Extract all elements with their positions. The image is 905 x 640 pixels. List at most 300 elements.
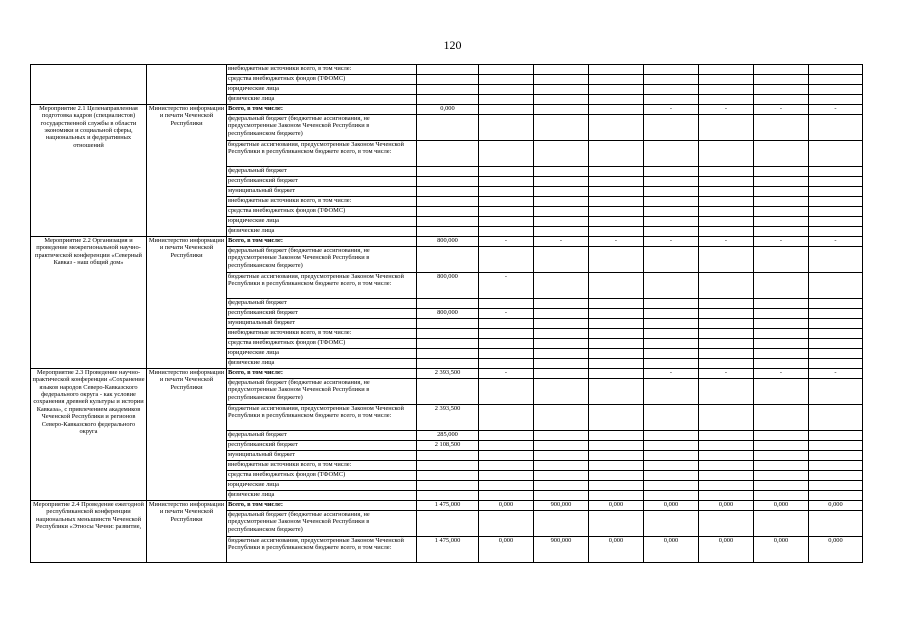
amount-cell	[589, 329, 644, 339]
amount-cell	[644, 319, 699, 329]
amount-cell	[699, 339, 754, 349]
amount-cell	[417, 75, 479, 85]
funding-source-cell: внебюджетные источники всего, в том числе:	[227, 65, 417, 75]
amount-cell	[417, 115, 479, 141]
amount-cell	[534, 177, 589, 187]
amount-cell	[699, 207, 754, 217]
amount-cell	[644, 247, 699, 273]
amount-cell	[809, 379, 863, 405]
funding-source-cell: Всего, в том числе:	[227, 501, 417, 511]
amount-cell	[479, 167, 534, 177]
amount-cell	[754, 115, 809, 141]
amount-cell	[754, 451, 809, 461]
amount-cell	[809, 167, 863, 177]
amount-cell	[754, 471, 809, 481]
amount-cell	[479, 451, 534, 461]
amount-cell	[589, 177, 644, 187]
amount-cell	[699, 187, 754, 197]
amount-cell: -	[644, 237, 699, 247]
amount-cell	[534, 369, 589, 379]
amount-cell	[754, 65, 809, 75]
funding-source-cell: бюджетные ассигнования, предусмотренные Законом Чеченской Республики в республиканском бюджете всего, в том числе:	[227, 405, 417, 431]
amount-cell	[699, 359, 754, 369]
table-row	[31, 65, 863, 75]
amount-cell	[644, 309, 699, 319]
funding-source-cell: бюджетные ассигнования, предусмотренные Законом Чеченской Республики в республиканском бюджете всего, в том числе:	[227, 537, 417, 563]
executor-cell: Министерство информации и печати Чеченской Республики	[147, 501, 227, 563]
amount-cell	[589, 405, 644, 431]
amount-cell	[754, 329, 809, 339]
amount-cell	[534, 65, 589, 75]
amount-cell	[589, 299, 644, 309]
amount-cell: -	[754, 237, 809, 247]
executor-cell: Министерство информации и печати Чеченской Республики	[147, 237, 227, 369]
funding-source-cell: федеральный бюджет (бюджетные ассигнования, не предусмотренные Законом Чеченской Республики в республиканском бюджете)	[227, 511, 417, 537]
amount-cell	[809, 451, 863, 461]
funding-source-cell: республиканский бюджет	[227, 309, 417, 319]
amount-cell	[644, 299, 699, 309]
amount-cell	[479, 187, 534, 197]
funding-source-cell: муниципальный бюджет	[227, 319, 417, 329]
amount-cell	[809, 197, 863, 207]
amount-cell	[644, 115, 699, 141]
amount-cell	[417, 247, 479, 273]
amount-cell	[589, 65, 644, 75]
amount-cell: -	[479, 237, 534, 247]
executor-cell: Министерство информации и печати Чеченской Республики	[147, 105, 227, 237]
amount-cell	[754, 461, 809, 471]
amount-cell	[589, 217, 644, 227]
amount-cell	[754, 339, 809, 349]
amount-cell	[644, 75, 699, 85]
amount-cell	[754, 379, 809, 405]
amount-cell	[589, 481, 644, 491]
amount-cell	[699, 115, 754, 141]
table-row	[31, 105, 863, 115]
amount-cell	[479, 217, 534, 227]
amount-cell: 0,000	[699, 537, 754, 563]
funding-source-cell: республиканский бюджет	[227, 177, 417, 187]
amount-cell	[809, 95, 863, 105]
amount-cell: 0,000	[754, 537, 809, 563]
amount-cell	[809, 431, 863, 441]
amount-cell: 900,000	[534, 501, 589, 511]
amount-cell	[589, 273, 644, 299]
amount-cell	[534, 491, 589, 501]
amount-cell	[699, 309, 754, 319]
amount-cell	[589, 461, 644, 471]
funding-source-cell: федеральный бюджет	[227, 167, 417, 177]
amount-cell	[534, 141, 589, 167]
amount-cell	[479, 177, 534, 187]
amount-cell	[754, 85, 809, 95]
amount-cell	[479, 75, 534, 85]
event-name-cell: Мероприятие 2.2 Организация и проведение межрегиональной научно-практической конференции «Северный Кавказ - наш общий дом»	[31, 237, 147, 369]
amount-cell	[417, 187, 479, 197]
amount-cell	[809, 187, 863, 197]
amount-cell	[479, 349, 534, 359]
amount-cell	[644, 141, 699, 167]
amount-cell: 285,000	[417, 431, 479, 441]
amount-cell	[534, 187, 589, 197]
amount-cell	[699, 299, 754, 309]
amount-cell	[699, 197, 754, 207]
funding-source-cell: юридические лица	[227, 349, 417, 359]
amount-cell	[644, 461, 699, 471]
amount-cell	[809, 339, 863, 349]
amount-cell	[809, 441, 863, 451]
amount-cell	[754, 481, 809, 491]
funding-source-cell: средства внебюджетных фондов (ТФОМС)	[227, 75, 417, 85]
amount-cell	[754, 177, 809, 187]
funding-source-cell: физические лица	[227, 491, 417, 501]
amount-cell	[534, 441, 589, 451]
amount-cell: -	[699, 105, 754, 115]
amount-cell: 800,000	[417, 309, 479, 319]
amount-cell	[534, 167, 589, 177]
event-name-cell	[31, 65, 147, 105]
amount-cell	[809, 141, 863, 167]
amount-cell: 800,000	[417, 273, 479, 299]
funding-source-cell: бюджетные ассигнования, предусмотренные Законом Чеченской Республики в республиканском бюджете всего, в том числе:	[227, 141, 417, 167]
amount-cell	[589, 75, 644, 85]
amount-cell: -	[534, 237, 589, 247]
amount-cell	[699, 441, 754, 451]
amount-cell	[644, 85, 699, 95]
amount-cell	[809, 461, 863, 471]
funding-source-cell: физические лица	[227, 227, 417, 237]
amount-cell	[809, 247, 863, 273]
amount-cell	[589, 379, 644, 405]
amount-cell	[809, 359, 863, 369]
table-row	[31, 237, 863, 247]
amount-cell	[644, 207, 699, 217]
amount-cell	[534, 217, 589, 227]
amount-cell	[589, 491, 644, 501]
amount-cell	[699, 167, 754, 177]
event-name-cell: Мероприятие 2.1 Целенаправленная подготовка кадров (специалистов) государственной службы в области экономики и социальной сферы, национальных и федеративных отношений	[31, 105, 147, 237]
funding-source-cell: федеральный бюджет (бюджетные ассигнования, не предусмотренные Законом Чеченской Республики в республиканском бюджете)	[227, 379, 417, 405]
amount-cell	[417, 461, 479, 471]
amount-cell	[417, 299, 479, 309]
amount-cell	[644, 197, 699, 207]
funding-source-cell: федеральный бюджет (бюджетные ассигнования, не предусмотренные Законом Чеченской Республики в республиканском бюджете)	[227, 247, 417, 273]
funding-source-cell: юридические лица	[227, 481, 417, 491]
amount-cell	[699, 511, 754, 537]
amount-cell	[589, 441, 644, 451]
amount-cell	[589, 167, 644, 177]
amount-cell	[417, 491, 479, 501]
amount-cell	[589, 431, 644, 441]
amount-cell	[589, 319, 644, 329]
amount-cell	[809, 349, 863, 359]
amount-cell	[479, 227, 534, 237]
amount-cell	[754, 441, 809, 451]
amount-cell	[809, 511, 863, 537]
amount-cell	[699, 75, 754, 85]
amount-cell	[809, 309, 863, 319]
amount-cell: -	[479, 273, 534, 299]
amount-cell	[479, 511, 534, 537]
amount-cell	[699, 481, 754, 491]
amount-cell: -	[754, 105, 809, 115]
amount-cell: -	[754, 369, 809, 379]
amount-cell	[699, 491, 754, 501]
amount-cell	[417, 471, 479, 481]
amount-cell	[809, 329, 863, 339]
amount-cell	[644, 273, 699, 299]
funding-source-cell: муниципальный бюджет	[227, 451, 417, 461]
amount-cell	[589, 187, 644, 197]
amount-cell	[534, 299, 589, 309]
amount-cell	[479, 461, 534, 471]
amount-cell	[417, 329, 479, 339]
amount-cell	[479, 247, 534, 273]
amount-cell	[479, 491, 534, 501]
amount-cell: -	[809, 105, 863, 115]
amount-cell	[589, 227, 644, 237]
amount-cell	[699, 319, 754, 329]
amount-cell	[809, 85, 863, 95]
amount-cell: -	[699, 369, 754, 379]
amount-cell	[699, 85, 754, 95]
amount-cell	[417, 339, 479, 349]
amount-cell	[754, 299, 809, 309]
amount-cell: 0,000	[644, 501, 699, 511]
amount-cell	[417, 217, 479, 227]
amount-cell	[534, 105, 589, 115]
amount-cell	[589, 115, 644, 141]
amount-cell	[417, 95, 479, 105]
amount-cell	[699, 329, 754, 339]
amount-cell	[534, 405, 589, 431]
amount-cell	[644, 441, 699, 451]
amount-cell: 0,000	[479, 537, 534, 563]
amount-cell	[809, 65, 863, 75]
amount-cell	[479, 141, 534, 167]
amount-cell	[589, 197, 644, 207]
amount-cell	[479, 85, 534, 95]
amount-cell	[699, 247, 754, 273]
amount-cell	[534, 431, 589, 441]
amount-cell	[417, 227, 479, 237]
funding-source-cell: внебюджетные источники всего, в том числе:	[227, 197, 417, 207]
amount-cell: 2 108,500	[417, 441, 479, 451]
amount-cell	[644, 451, 699, 461]
amount-cell	[534, 349, 589, 359]
amount-cell	[699, 349, 754, 359]
amount-cell	[809, 405, 863, 431]
amount-cell	[534, 461, 589, 471]
amount-cell	[644, 471, 699, 481]
amount-cell	[417, 359, 479, 369]
amount-cell	[589, 85, 644, 95]
amount-cell: 0,000	[809, 537, 863, 563]
executor-cell	[147, 65, 227, 105]
amount-cell	[754, 273, 809, 299]
amount-cell	[754, 227, 809, 237]
funding-source-cell: юридические лица	[227, 217, 417, 227]
amount-cell	[754, 309, 809, 319]
amount-cell	[589, 349, 644, 359]
amount-cell	[699, 273, 754, 299]
amount-cell	[417, 379, 479, 405]
funding-source-cell: физические лица	[227, 95, 417, 105]
funding-source-cell: юридические лица	[227, 85, 417, 95]
amount-cell	[699, 217, 754, 227]
amount-cell	[534, 95, 589, 105]
page-number: 120	[443, 38, 462, 52]
amount-cell: 0,000	[589, 501, 644, 511]
amount-cell: 800,000	[417, 237, 479, 247]
amount-cell	[644, 187, 699, 197]
amount-cell: 2 393,500	[417, 405, 479, 431]
amount-cell	[479, 441, 534, 451]
amount-cell	[479, 471, 534, 481]
amount-cell	[534, 247, 589, 273]
event-name-cell: Мероприятие 2.4 Проведение ежегодной республиканской конференции национальных меньшинств Чеченской Республики «Этносы Чечни: развитие,	[31, 501, 147, 563]
amount-cell	[754, 141, 809, 167]
amount-cell	[644, 349, 699, 359]
amount-cell	[754, 431, 809, 441]
amount-cell	[644, 431, 699, 441]
amount-cell: -	[644, 105, 699, 115]
amount-cell: -	[809, 237, 863, 247]
amount-cell	[699, 461, 754, 471]
amount-cell: 0,000	[754, 501, 809, 511]
amount-cell: 2 393,500	[417, 369, 479, 379]
amount-cell	[754, 187, 809, 197]
amount-cell	[644, 217, 699, 227]
amount-cell	[479, 359, 534, 369]
amount-cell: -	[589, 237, 644, 247]
amount-cell	[644, 177, 699, 187]
amount-cell	[809, 177, 863, 187]
funding-source-cell: средства внебюджетных фондов (ТФОМС)	[227, 339, 417, 349]
amount-cell	[479, 207, 534, 217]
amount-cell	[479, 405, 534, 431]
amount-cell	[699, 431, 754, 441]
amount-cell	[534, 471, 589, 481]
amount-cell	[699, 141, 754, 167]
amount-cell: -	[809, 369, 863, 379]
amount-cell	[589, 471, 644, 481]
amount-cell: 0,000	[699, 501, 754, 511]
funding-source-cell: Всего, в том числе:	[227, 105, 417, 115]
amount-cell: 1 475,000	[417, 537, 479, 563]
funding-source-cell: физические лица	[227, 359, 417, 369]
amount-cell	[589, 141, 644, 167]
funding-source-cell: средства внебюджетных фондов (ТФОМС)	[227, 207, 417, 217]
amount-cell	[644, 65, 699, 75]
amount-cell	[754, 207, 809, 217]
funding-source-cell: федеральный бюджет	[227, 431, 417, 441]
amount-cell	[754, 217, 809, 227]
amount-cell	[644, 359, 699, 369]
amount-cell: 0,000	[644, 537, 699, 563]
amount-cell	[699, 177, 754, 187]
amount-cell	[809, 299, 863, 309]
amount-cell: -	[699, 237, 754, 247]
amount-cell	[809, 75, 863, 85]
amount-cell	[417, 481, 479, 491]
amount-cell	[417, 451, 479, 461]
amount-cell	[479, 329, 534, 339]
amount-cell	[809, 227, 863, 237]
amount-cell	[809, 481, 863, 491]
budget-table	[30, 64, 863, 563]
amount-cell	[809, 115, 863, 141]
amount-cell	[534, 197, 589, 207]
amount-cell	[754, 319, 809, 329]
amount-cell	[699, 405, 754, 431]
amount-cell	[417, 177, 479, 187]
amount-cell	[479, 197, 534, 207]
amount-cell	[534, 511, 589, 537]
amount-cell	[534, 75, 589, 85]
amount-cell	[479, 105, 534, 115]
amount-cell	[754, 247, 809, 273]
amount-cell	[479, 431, 534, 441]
amount-cell	[644, 167, 699, 177]
amount-cell	[589, 309, 644, 319]
table-row	[31, 501, 863, 511]
amount-cell	[754, 511, 809, 537]
amount-cell	[417, 197, 479, 207]
amount-cell	[534, 379, 589, 405]
amount-cell	[534, 115, 589, 141]
amount-cell	[534, 451, 589, 461]
amount-cell	[699, 451, 754, 461]
amount-cell	[534, 481, 589, 491]
amount-cell	[417, 319, 479, 329]
amount-cell	[534, 273, 589, 299]
amount-cell	[417, 167, 479, 177]
amount-cell	[589, 95, 644, 105]
amount-cell: 0,000	[417, 105, 479, 115]
funding-source-cell: Всего, в том числе:	[227, 237, 417, 247]
amount-cell: 1 475,000	[417, 501, 479, 511]
amount-cell	[417, 85, 479, 95]
amount-cell	[754, 405, 809, 431]
amount-cell	[417, 511, 479, 537]
amount-cell: -	[479, 309, 534, 319]
amount-cell	[699, 95, 754, 105]
amount-cell	[417, 207, 479, 217]
amount-cell	[534, 319, 589, 329]
funding-source-cell: бюджетные ассигнования, предусмотренные Законом Чеченской Республики в республиканском бюджете всего, в том числе:	[227, 273, 417, 299]
funding-source-cell: федеральный бюджет	[227, 299, 417, 309]
amount-cell	[809, 217, 863, 227]
amount-cell	[809, 273, 863, 299]
amount-cell	[479, 65, 534, 75]
amount-cell	[417, 141, 479, 167]
amount-cell	[754, 197, 809, 207]
amount-cell	[644, 339, 699, 349]
amount-cell	[644, 379, 699, 405]
amount-cell	[754, 75, 809, 85]
amount-cell	[589, 369, 644, 379]
amount-cell: 0,000	[479, 501, 534, 511]
amount-cell	[699, 227, 754, 237]
amount-cell	[589, 105, 644, 115]
funding-source-cell: средства внебюджетных фондов (ТФОМС)	[227, 471, 417, 481]
amount-cell	[754, 359, 809, 369]
amount-cell	[417, 65, 479, 75]
amount-cell: 900,000	[534, 537, 589, 563]
amount-cell	[699, 379, 754, 405]
amount-cell	[809, 471, 863, 481]
